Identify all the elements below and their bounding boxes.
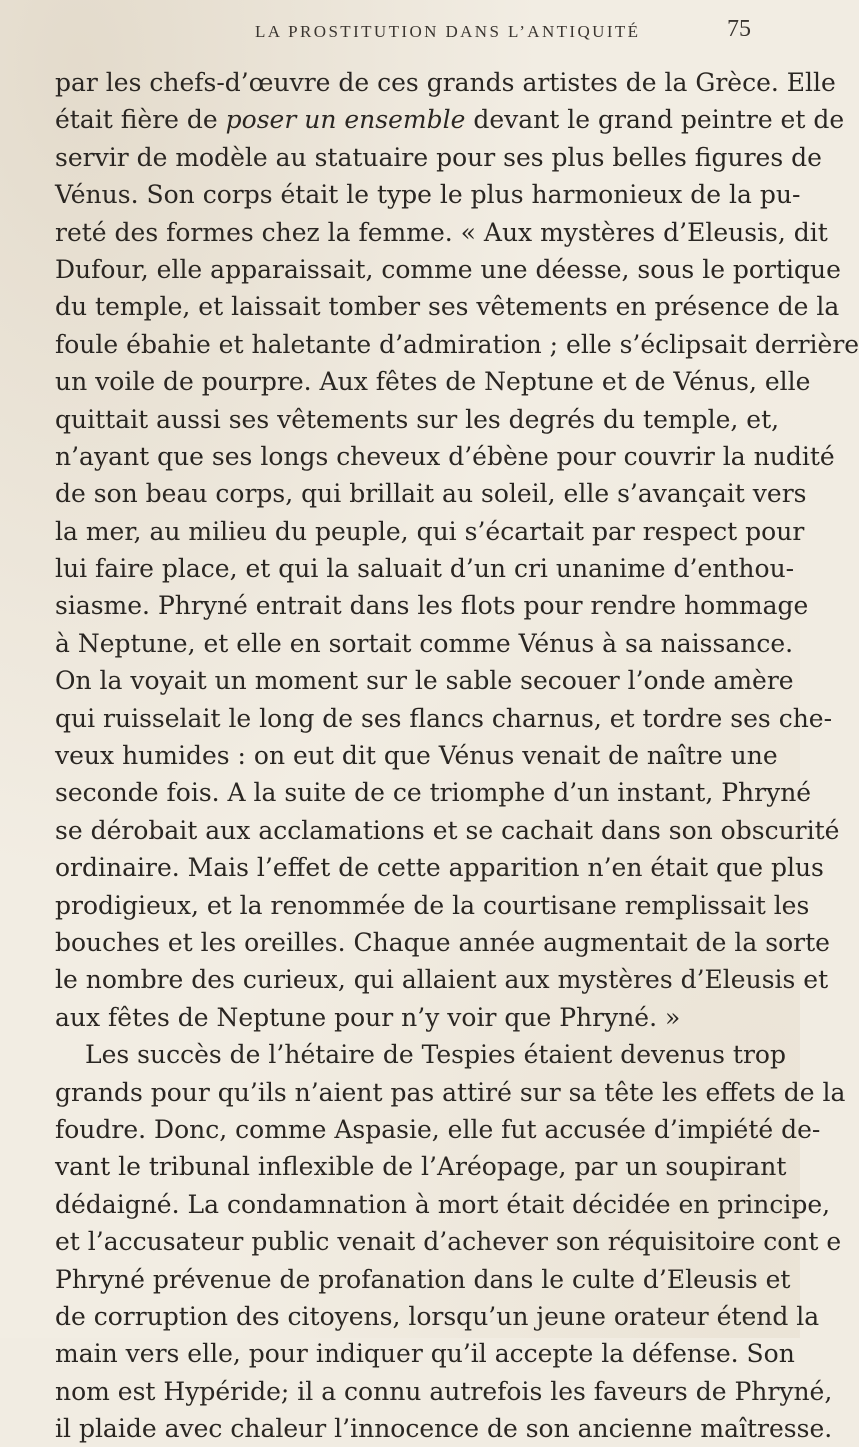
text-line: par les chefs-d’œuvre de ces grands artistes de la Grèce. Elle [55, 68, 836, 97]
text-line-paragraph-end: aux fêtes de Neptune pour n’y voir que Phryné. » [55, 1002, 681, 1032]
text-line: Vénus. Son corps était le type le plus harmonieux de la pu- [55, 180, 801, 210]
text-line: quittait aussi ses vêtements sur les degrés du temple, et, [55, 404, 780, 434]
text-line: grands pour qu’ils n’aient pas attiré sur sa tête les effets de la [55, 1077, 846, 1107]
text-line: n’ayant que ses longs cheveux d’ébène pour couvrir la nudité [55, 441, 835, 471]
text-line: main vers elle, pour indiquer qu’il accepte la défense. Son [55, 1339, 795, 1369]
text-line: prodigieux, et la renommée de la courtisane remplissait les [55, 890, 810, 920]
text-line: nom est Hypéride; il a connu autrefois les faveurs de Phryné, [55, 1376, 833, 1406]
text-line: bouches et les oreilles. Chaque année augmentait de la sorte [55, 927, 830, 957]
text-line: servir de modèle au statuaire pour ses plus belles figures de [55, 142, 822, 172]
text-line: se dérobait aux acclamations et se cachait dans son obscurité [55, 815, 840, 845]
text-line-paragraph-start: Les succès de l’hétaire de Tespies étaient devenus trop [85, 1040, 786, 1070]
text-line: dédaigné. La condamnation à mort était décidée en principe, [55, 1189, 831, 1219]
text-line: lui faire place, et qui la saluait d’un cri unanime d’enthou- [55, 554, 795, 584]
text-line: vant le tribunal inflexible de l’Aréopage, par un soupirant [55, 1152, 787, 1182]
page-number: 75 [727, 16, 751, 42]
text-line: Dufour, elle apparaissait, comme une déesse, sous le portique [55, 254, 841, 284]
text-line: il plaide avec chaleur l’innocence de son ancienne maîtresse. [55, 1414, 833, 1444]
text-segment: était fière de [55, 105, 226, 135]
text-line: ordinaire. Mais l’effet de cette apparition n’en était que plus [55, 853, 824, 883]
text-line: de son beau corps, qui brillait au soleil, elle s’avançait vers [55, 479, 807, 509]
text-line: et l’accusateur public venait d’achever son réquisitoire cont e [55, 1227, 842, 1257]
text-line: seconde fois. A la suite de ce triomphe d’un instant, Phryné [55, 778, 812, 808]
text-line: reté des formes chez la femme. « Aux mystères d’Eleusis, dit [55, 217, 828, 247]
text-line: de corruption des citoyens, lorsqu’un jeune orateur étend la [55, 1301, 820, 1331]
text-line: foudre. Donc, comme Aspasie, elle fut accusée d’impiété de- [55, 1114, 821, 1144]
text-line: foule ébahie et haletante d’admiration ; elle s’éclipsait derrière [55, 329, 859, 359]
text-line: On la voyait un moment sur le sable secouer l’onde amère [55, 666, 794, 696]
text-line: la mer, au milieu du peuple, qui s’écartait par respect pour [55, 516, 805, 546]
italic-phrase: poser un ensemble [225, 105, 466, 135]
text-line: le nombre des curieux, qui allaient aux mystères d’Eleusis et [55, 965, 829, 995]
running-header: LA PROSTITUTION DANS L’ANTIQUITÉ [255, 22, 641, 41]
text-line: veux humides : on eut dit que Vénus venait de naître une [55, 741, 778, 771]
text-line: Phryné prévenue de profanation dans le culte d’Eleusis et [55, 1264, 791, 1294]
text-line: siasme. Phryné entrait dans les flots pour rendre hommage [55, 591, 809, 621]
text-line: du temple, et laissait tomber ses vêtements en présence de la [55, 292, 840, 322]
body-text [55, 64, 859, 1447]
text-line: à Neptune, et elle en sortait comme Vénus à sa naissance. [55, 628, 794, 658]
text-line: qui ruisselait le long de ses flancs charnus, et tordre ses che- [55, 703, 833, 733]
text-line-with-italic [55, 101, 845, 138]
text-line: un voile de pourpre. Aux fêtes de Neptune et de Vénus, elle [55, 367, 811, 397]
text-segment: devant le grand peintre et de [465, 105, 845, 135]
